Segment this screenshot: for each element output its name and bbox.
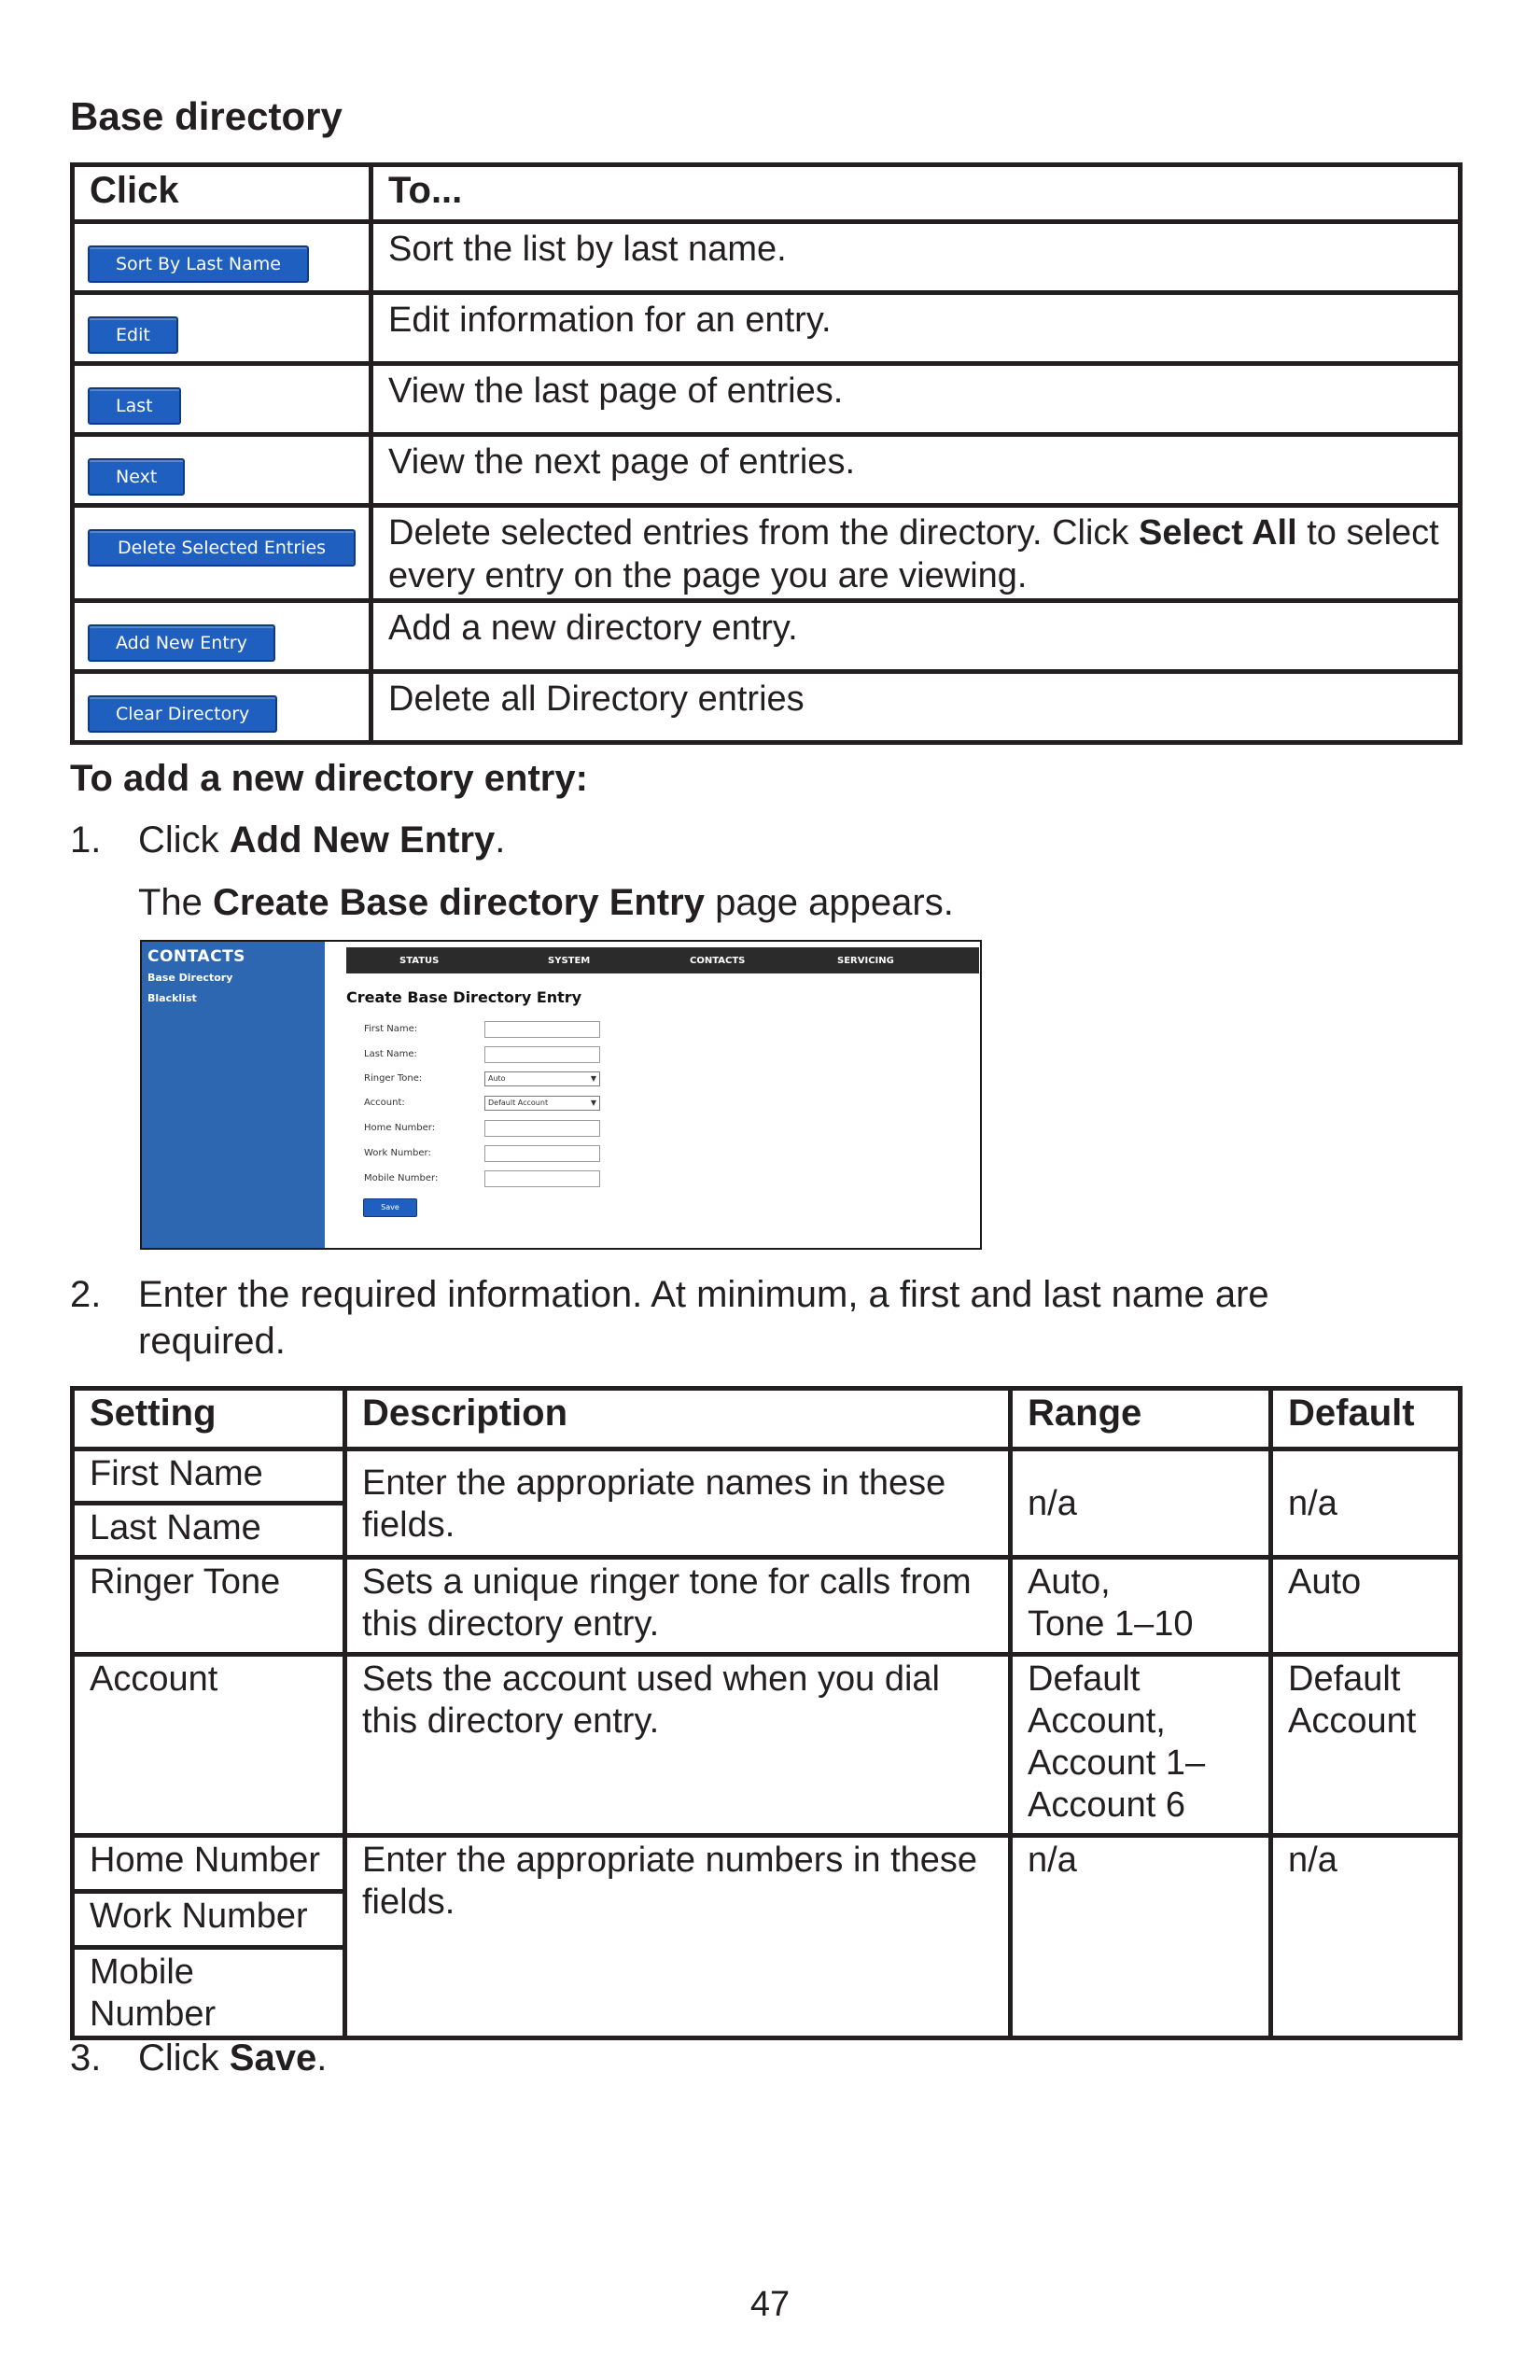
numbers-description: Enter the appropriate numbers in these fields.: [345, 1836, 1011, 2038]
first-name-label: First Name:: [364, 1024, 418, 1034]
setting-last-name: Last Name: [73, 1504, 345, 1558]
table-row: [73, 222, 1461, 293]
sidebar-title: CONTACTS: [147, 947, 245, 966]
button-reference-table: [70, 162, 1463, 745]
work-number-label: Work Number:: [364, 1148, 431, 1158]
last-button[interactable]: Last: [88, 387, 181, 425]
row-description: Edit information for an entry.: [371, 293, 1461, 364]
table-row: [73, 1558, 1461, 1655]
header-range: Range: [1011, 1389, 1271, 1449]
table-row: [73, 435, 1461, 506]
table-header-row: [73, 1389, 1461, 1449]
section-heading: Base directory: [70, 94, 343, 138]
ringer-range: Auto, Tone 1–10: [1011, 1558, 1271, 1655]
row-description: Delete all Directory entries: [371, 672, 1461, 743]
row-description: Sort the list by last name.: [371, 222, 1461, 293]
header-default: Default: [1271, 1389, 1461, 1449]
chevron-down-icon: ▼: [590, 1099, 596, 1107]
table-row: [73, 293, 1461, 364]
setting-mobile-number: Mobile Number: [73, 1948, 345, 2038]
last-name-input[interactable]: [484, 1046, 600, 1063]
ringer-tone-select[interactable]: Auto ▼: [484, 1071, 600, 1086]
account-default: Default Account: [1271, 1655, 1461, 1836]
tab-contacts[interactable]: CONTACTS: [690, 956, 746, 966]
table-row: [73, 1449, 1461, 1504]
add-new-entry-button[interactable]: Add New Entry: [88, 624, 275, 662]
table-row: [73, 364, 1461, 435]
next-button[interactable]: Next: [88, 458, 185, 496]
form-title: Create Base Directory Entry: [346, 988, 582, 1006]
create-entry-screenshot: [140, 940, 982, 1250]
account-range: Default Account, Account 1– Account 6: [1011, 1655, 1271, 1836]
tab-status[interactable]: STATUS: [399, 956, 440, 966]
procedure-title: To add a new directory entry:: [70, 758, 588, 799]
table-row: [73, 1655, 1461, 1836]
ringer-tone-label: Ringer Tone:: [364, 1073, 423, 1084]
work-number-input[interactable]: [484, 1145, 600, 1162]
table-header-row: [73, 165, 1461, 222]
row-description: View the next page of entries.: [371, 435, 1461, 506]
header-to: To...: [371, 165, 1461, 222]
tab-servicing[interactable]: SERVICING: [837, 956, 894, 966]
mobile-number-input[interactable]: [484, 1170, 600, 1187]
clear-directory-button[interactable]: Clear Directory: [88, 695, 277, 733]
names-description: Enter the appropriate names in these fields.: [345, 1449, 1011, 1558]
table-row: [73, 672, 1461, 743]
numbers-range: n/a: [1011, 1836, 1271, 2038]
row-description: View the last page of entries.: [371, 364, 1461, 435]
sidebar: [142, 942, 325, 1248]
delete-selected-entries-button[interactable]: Delete Selected Entries: [88, 529, 356, 567]
table-row: [73, 601, 1461, 672]
save-button[interactable]: Save: [363, 1198, 417, 1217]
tab-system[interactable]: SYSTEM: [548, 956, 591, 966]
mobile-number-label: Mobile Number:: [364, 1173, 439, 1183]
sidebar-item-blacklist[interactable]: Blacklist: [147, 992, 197, 1004]
sidebar-item-base-directory[interactable]: Base Directory: [147, 972, 233, 984]
numbers-default: n/a: [1271, 1836, 1461, 2038]
account-select[interactable]: Default Account ▼: [484, 1096, 600, 1111]
setting-work-number: Work Number: [73, 1892, 345, 1948]
header-click: Click: [73, 165, 371, 222]
names-default: n/a: [1271, 1449, 1461, 1558]
table-row: [73, 1836, 1461, 1892]
header-setting: Setting: [73, 1389, 345, 1449]
names-range: n/a: [1011, 1449, 1271, 1558]
home-number-input[interactable]: [484, 1120, 600, 1137]
setting-account: Account: [73, 1655, 345, 1836]
setting-home-number: Home Number: [73, 1836, 345, 1892]
chevron-down-icon: ▼: [590, 1074, 596, 1083]
account-label: Account:: [364, 1098, 405, 1108]
last-name-label: Last Name:: [364, 1049, 417, 1059]
first-name-input[interactable]: [484, 1021, 600, 1038]
table-row: [73, 506, 1461, 601]
settings-table: [70, 1386, 1463, 2040]
row-description: Delete selected entries from the directory. Click Select All to select every entry on the page you are viewing.: [371, 506, 1461, 601]
setting-first-name: First Name: [73, 1449, 345, 1504]
account-description: Sets the account used when you dial this directory entry.: [345, 1655, 1011, 1836]
ringer-default: Auto: [1271, 1558, 1461, 1655]
sort-by-last-name-button[interactable]: Sort By Last Name: [88, 245, 309, 283]
page-number: 47: [749, 2285, 791, 2324]
home-number-label: Home Number:: [364, 1123, 436, 1133]
header-description: Description: [345, 1389, 1011, 1449]
setting-ringer-tone: Ringer Tone: [73, 1558, 345, 1655]
edit-button[interactable]: Edit: [88, 316, 178, 354]
row-description: Add a new directory entry.: [371, 601, 1461, 672]
ringer-description: Sets a unique ringer tone for calls from this directory entry.: [345, 1558, 1011, 1655]
top-nav: [346, 947, 979, 973]
